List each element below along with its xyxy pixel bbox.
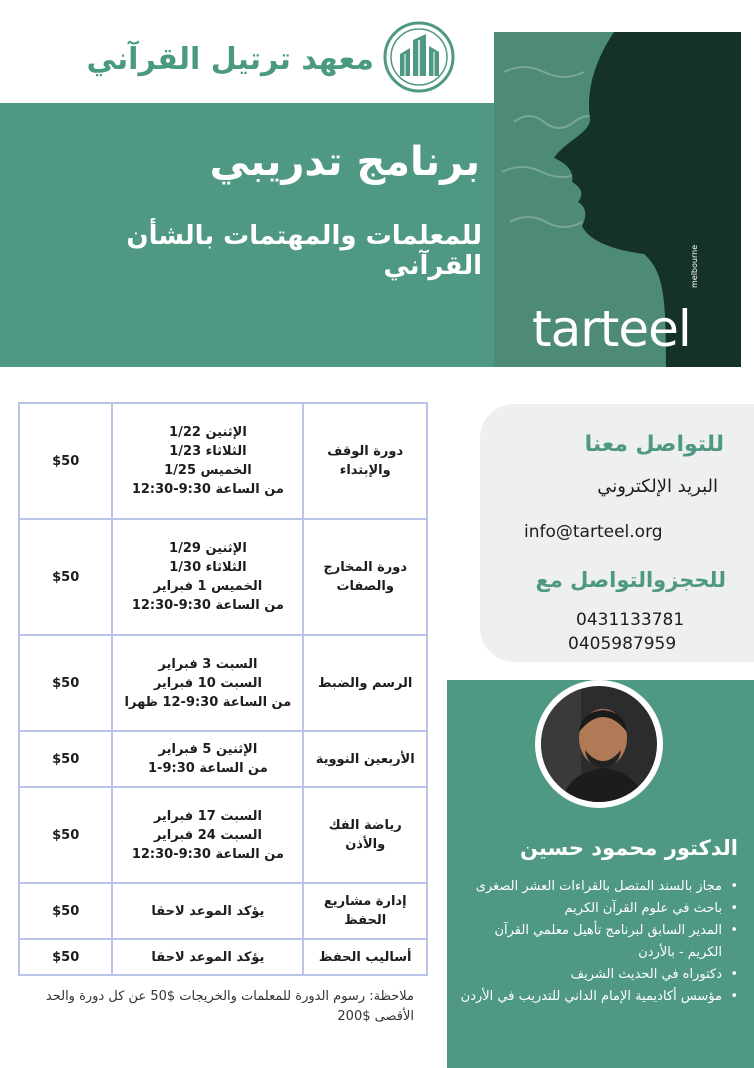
schedule-row bbox=[19, 403, 427, 519]
contact-card bbox=[480, 404, 754, 662]
date-line: الخميس 1/25 bbox=[164, 463, 252, 478]
date-line: الإثنين 1/29 bbox=[169, 541, 247, 556]
schedule-row bbox=[19, 519, 427, 635]
course-price: $50 bbox=[19, 883, 112, 939]
person-photo-icon bbox=[541, 686, 657, 802]
brand-panel bbox=[494, 32, 741, 367]
date-line: السبت 3 فبراير bbox=[158, 656, 258, 672]
date-line: الإثنين 1/22 bbox=[169, 425, 247, 440]
date-line: من الساعة 9:30-12 ظهرا bbox=[124, 694, 292, 710]
course-price: $50 bbox=[19, 939, 112, 975]
date-line: من الساعة 9:30-12:30 bbox=[131, 598, 284, 613]
bio-item: • المدير السابق لبرنامج تأهيل معلمي القرآن الكريم - بالأردن bbox=[458, 920, 740, 964]
course-dates bbox=[112, 731, 303, 787]
contact-heading: للتواصل معنا bbox=[584, 432, 724, 457]
bio-item: • مؤسس أكاديمية الإمام الداني للتدريب في الأردن bbox=[458, 986, 740, 1008]
date-line: السبت 10 فبراير bbox=[153, 675, 262, 691]
phone-number[interactable]: 0405987959 bbox=[568, 634, 677, 654]
course-name: رياضة الفك والأذن bbox=[303, 787, 427, 883]
instructor-bio-list bbox=[458, 876, 740, 1008]
instructor-avatar bbox=[535, 680, 663, 808]
course-name: أساليب الحفظ bbox=[303, 939, 427, 975]
course-dates bbox=[112, 635, 303, 731]
brand-tagline: melbourne bbox=[690, 244, 699, 288]
fees-note: ملاحظة: رسوم الدورة للمعلمات والخريجات $50 عن كل دورة والحد الأقصى $200 bbox=[45, 989, 414, 1024]
bio-item: • مجاز بالسند المتصل بالقراءات العشر الصغرى bbox=[458, 876, 740, 898]
date-line: من الساعة 9:30-12:30 bbox=[131, 846, 284, 862]
course-dates bbox=[112, 403, 303, 519]
email-label: البريد الإلكتروني bbox=[597, 476, 718, 497]
date-line: يؤكد الموعد لاحقا bbox=[151, 903, 265, 919]
course-name: الأربعين النووية bbox=[303, 731, 427, 787]
course-price: $50 bbox=[19, 731, 112, 787]
institute-logo bbox=[86, 18, 460, 98]
bio-item: • باحث في علوم القرآن الكريم bbox=[458, 898, 740, 920]
course-price: $50 bbox=[19, 519, 112, 635]
course-dates bbox=[112, 519, 303, 635]
schedule-row bbox=[19, 635, 427, 731]
course-name: إدارة مشاريع الحفظ bbox=[303, 883, 427, 939]
brand-wordmark: tarteel bbox=[532, 300, 691, 358]
course-schedule-table bbox=[18, 402, 428, 976]
date-line: السبت 24 فبراير bbox=[153, 827, 262, 843]
date-line: السبت 17 فبراير bbox=[153, 808, 262, 824]
course-name: دورة الوقف والإبتداء bbox=[303, 403, 427, 519]
program-banner bbox=[0, 103, 494, 367]
date-line: الخميس 1 فبراير bbox=[153, 579, 263, 594]
schedule-row bbox=[19, 883, 427, 939]
schedule-row bbox=[19, 939, 427, 975]
program-title: برنامج تدريبي bbox=[209, 139, 480, 185]
program-subtitle: للمعلمات والمهتمات بالشأن القرآني bbox=[126, 221, 482, 281]
date-line: الثلاثاء 1/30 bbox=[169, 560, 247, 575]
schedule-row bbox=[19, 787, 427, 883]
course-name: الرسم والضبط bbox=[303, 635, 427, 731]
date-line: من الساعة 9:30-1 bbox=[148, 761, 268, 776]
phone-number[interactable]: 0431133781 bbox=[576, 610, 685, 630]
course-dates bbox=[112, 883, 303, 939]
institute-name: معهد ترتيل القرآني bbox=[86, 42, 374, 77]
course-dates bbox=[112, 787, 303, 883]
booking-heading: للحجزوالتواصل مع bbox=[535, 568, 726, 592]
date-line: الإثنين 5 فبراير bbox=[158, 742, 258, 757]
schedule-row bbox=[19, 731, 427, 787]
course-price: $50 bbox=[19, 787, 112, 883]
course-price: $50 bbox=[19, 635, 112, 731]
instructor-name: الدكتور محمود حسين bbox=[519, 836, 738, 860]
bio-item: • دكتوراه في الحديث الشريف bbox=[458, 964, 740, 986]
email-address[interactable]: info@tarteel.org bbox=[524, 522, 663, 542]
date-line: الثلاثاء 1/23 bbox=[169, 444, 247, 459]
date-line: من الساعة 9:30-12:30 bbox=[131, 482, 284, 497]
course-name: دورة المخارج والصفات bbox=[303, 519, 427, 635]
buildings-logo-icon bbox=[382, 20, 456, 94]
instructor-card bbox=[447, 680, 754, 1068]
course-price: $50 bbox=[19, 403, 112, 519]
course-dates bbox=[112, 939, 303, 975]
date-line: يؤكد الموعد لاحقا bbox=[151, 949, 265, 965]
